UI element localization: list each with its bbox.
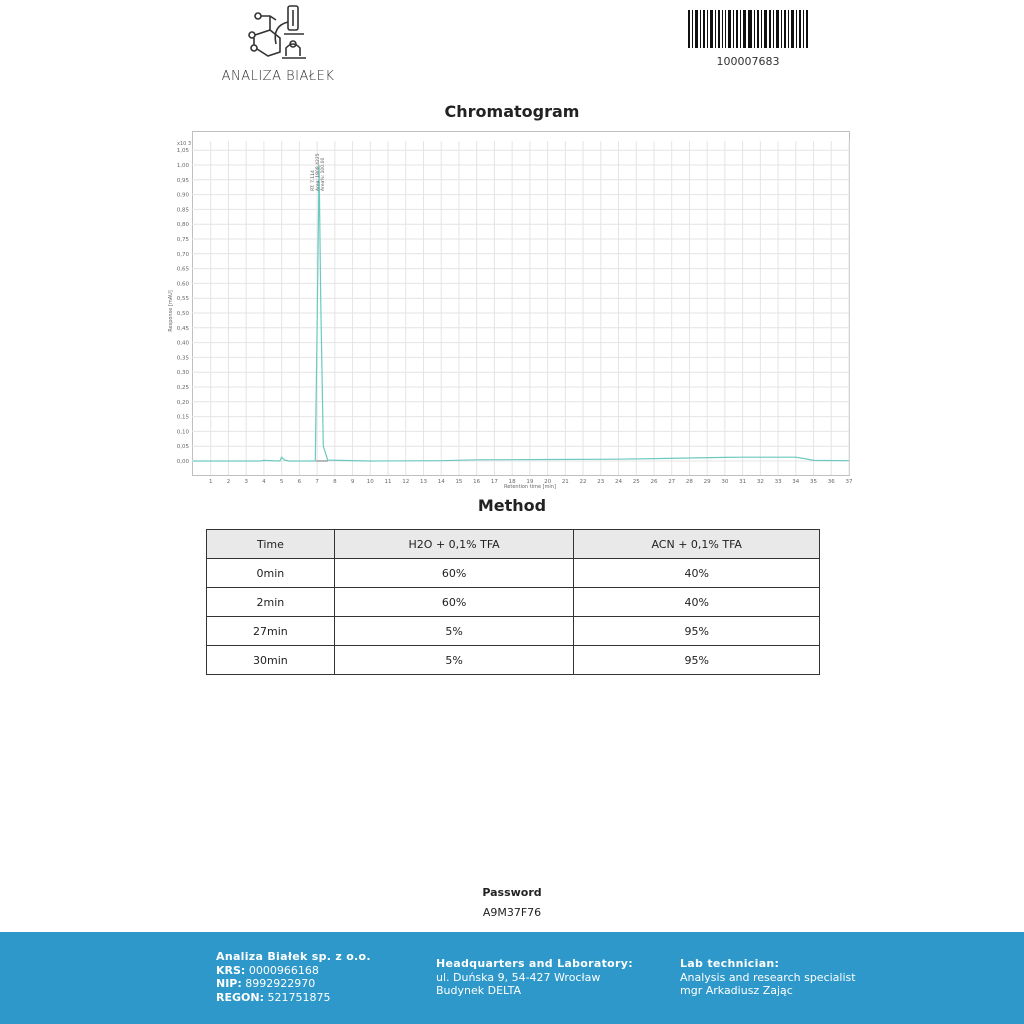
tech-name: mgr Arkadiusz Zając [680, 984, 793, 997]
x-tick-label: 8 [333, 479, 337, 485]
cell-time: 0min [207, 559, 335, 588]
cell-h2o: 60% [334, 559, 574, 588]
x-tick-label: 29 [703, 479, 711, 485]
y-tick-label: 0,10 [176, 429, 189, 436]
y-tick-label: 0,20 [176, 399, 189, 406]
password-value: A9M37F76 [482, 906, 542, 919]
krs-label: KRS: [216, 963, 246, 977]
password-label: Password [482, 886, 542, 899]
nip-value: 8992922970 [245, 977, 316, 990]
x-tick-label: 17 [490, 479, 498, 485]
x-tick-label: 10 [366, 479, 374, 485]
x-tick-label: 25 [632, 479, 640, 485]
regon-value: 521751875 [267, 990, 331, 1004]
y-tick-label: 0,25 [176, 385, 189, 391]
table-row [207, 559, 820, 588]
y-tick-label: 0,70 [176, 251, 189, 258]
barcode [688, 10, 808, 48]
y-tick-label: 0,15 [176, 414, 189, 421]
x-tick-label: 21 [561, 479, 569, 485]
x-tick-label: 12 [402, 479, 410, 485]
y-tick-label: 0,55 [176, 296, 189, 303]
x-tick-label: 6 [297, 479, 302, 485]
cell-h2o: 5% [334, 646, 574, 675]
y-tick-label: 0,50 [176, 311, 189, 317]
x-tick-label: 24 [615, 479, 623, 485]
logo-text: ANALIZA BIAŁEK [221, 69, 335, 84]
x-tick-label: 14 [437, 479, 445, 485]
cell-h2o: 60% [334, 588, 574, 617]
table-row [207, 617, 820, 646]
y-tick-label: 0,00 [176, 459, 189, 465]
x-tick-label: 20 [544, 479, 552, 485]
y-axis-label: Response [mAU] [168, 290, 174, 332]
x-tick-label: 23 [597, 479, 605, 485]
x-tick-label: 13 [419, 479, 427, 485]
cell-h2o: 5% [334, 617, 574, 646]
x-tick-label: 1 [208, 479, 213, 485]
footer-company-info [216, 950, 371, 1004]
x-tick-label: 9 [350, 479, 355, 485]
y-tick-label: 0,45 [176, 325, 189, 332]
tech-role: Analysis and research specialist [680, 970, 856, 984]
x-tick-label: 7 [315, 479, 319, 485]
chromatogram-title: Chromatogram [444, 102, 580, 121]
footer-lab-technician [680, 957, 856, 998]
krs-value: 0000966168 [248, 963, 319, 977]
company-name: Analiza Białek sp. z o.o. [216, 950, 371, 963]
column-header-h2o: H2O + 0,1% TFA [334, 530, 574, 559]
cell-time: 30min [207, 646, 335, 675]
table-row [207, 588, 820, 617]
peak-annotation: RT: 7.114 [311, 170, 317, 191]
cell-acn: 40% [574, 559, 820, 588]
microscope-molecule-icon [244, 4, 312, 64]
column-header-acn: ACN + 0,1% TFA [574, 530, 820, 559]
y-tick-label: 1,00 [176, 163, 189, 169]
table-row [207, 646, 820, 675]
x-tick-label: 18 [508, 479, 516, 485]
x-tick-label: 5 [279, 479, 284, 485]
cell-time: 27min [207, 617, 335, 646]
x-tick-label: 27 [668, 479, 676, 485]
x-tick-label: 11 [384, 479, 392, 485]
y-tick-label: 0,90 [176, 192, 189, 199]
x-tick-label: 19 [526, 479, 534, 485]
x-tick-label: 33 [774, 479, 782, 485]
nip-line [216, 977, 371, 991]
method-title: Method [477, 496, 547, 515]
x-axis-label: Retention time [min] [504, 484, 556, 490]
cell-acn: 40% [574, 588, 820, 617]
y-tick-label: 1,05 [176, 148, 189, 155]
x-tick-label: 3 [244, 479, 248, 485]
regon-label: REGON: [216, 990, 264, 1004]
cell-acn: 95% [574, 617, 820, 646]
x-tick-label: 35 [810, 479, 818, 485]
x-tick-label: 31 [739, 479, 747, 485]
y-tick-label: 0,95 [176, 177, 189, 184]
company-logo [216, 4, 340, 84]
regon-line [216, 991, 371, 1005]
nip-label: NIP: [216, 977, 242, 990]
barcode-number: 100007683 [716, 55, 780, 68]
x-tick-label: 34 [792, 479, 800, 485]
method-table [206, 529, 820, 675]
x-tick-label: 22 [579, 479, 587, 485]
hq-address: ul. Duńska 9, 54-427 Wrocław [436, 970, 601, 984]
y-tick-label: 0,65 [176, 266, 189, 273]
hq-title: Headquarters and Laboratory: [436, 957, 633, 970]
tech-title: Lab technician: [680, 957, 780, 970]
y-tick-label: 0,05 [176, 444, 189, 451]
x-tick-label: 16 [473, 479, 481, 485]
y-multiplier: x10 3 [177, 141, 192, 147]
cell-time: 2min [207, 588, 335, 617]
krs-line [216, 964, 371, 978]
x-tick-label: 2 [226, 479, 231, 485]
table-header-row [207, 530, 820, 559]
y-tick-label: 0,85 [176, 207, 189, 214]
x-tick-label: 26 [650, 479, 658, 485]
y-tick-label: 0,35 [176, 355, 189, 362]
column-header-time: Time [207, 530, 335, 559]
x-tick-label: 4 [262, 479, 266, 485]
peak-annotation: Area%: 100.00 [321, 157, 327, 191]
x-tick-label: 36 [827, 479, 835, 485]
x-tick-label: 37 [845, 479, 853, 485]
y-tick-label: 0,80 [176, 222, 189, 229]
cell-acn: 95% [574, 646, 820, 675]
x-tick-label: 30 [721, 479, 729, 485]
footer-headquarters [436, 957, 633, 998]
peak-annotation: Area: 1808.4225 [316, 153, 322, 191]
y-tick-label: 0,60 [176, 281, 189, 288]
x-tick-label: 32 [756, 479, 764, 485]
x-tick-label: 28 [685, 479, 693, 485]
y-tick-label: 0,40 [176, 340, 189, 347]
y-tick-label: 0,30 [176, 370, 189, 377]
footer [0, 932, 1024, 1024]
hq-building: Budynek DELTA [436, 984, 522, 997]
y-tick-label: 0,75 [176, 237, 189, 243]
x-tick-label: 15 [455, 479, 463, 485]
chromatogram-chart [160, 131, 860, 491]
